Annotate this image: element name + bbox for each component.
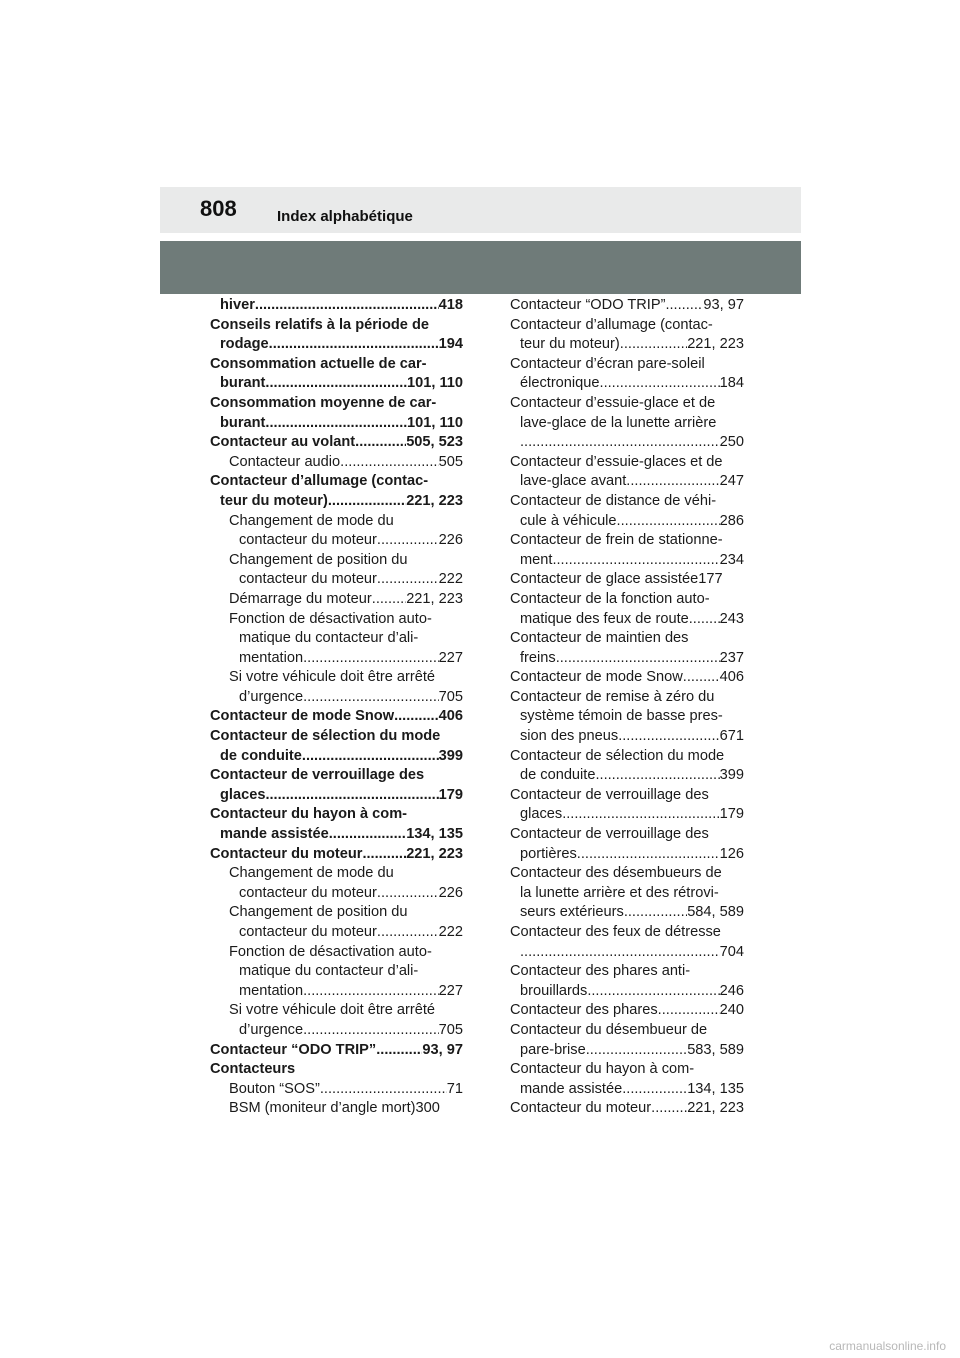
entry-page-ref: 247 — [719, 473, 744, 490]
dot-leader — [303, 649, 439, 669]
index-entry — [510, 707, 744, 727]
index-entry — [210, 512, 463, 532]
entry-text: Contacteur d’essuie-glace et de — [510, 394, 716, 411]
index-entry — [210, 1080, 463, 1100]
index-entry — [210, 374, 463, 394]
entry-page-ref: 226 — [438, 532, 463, 549]
entry-page-ref: 246 — [719, 982, 744, 999]
index-entry — [510, 1060, 744, 1080]
entry-page-ref: 234 — [719, 551, 744, 568]
entry-page-ref: 101, 110 — [406, 414, 463, 431]
index-entry — [510, 296, 744, 316]
page-header — [160, 187, 801, 233]
dot-leader — [626, 472, 719, 492]
index-entry — [510, 531, 744, 551]
index-entry — [510, 864, 744, 884]
dot-leader — [265, 786, 438, 806]
dot-leader — [376, 1041, 422, 1061]
entry-text: Changement de mode du — [229, 512, 394, 529]
dot-leader — [577, 845, 720, 865]
index-entry — [510, 923, 744, 943]
entry-text: de conduite — [520, 767, 596, 784]
index-entry — [210, 629, 463, 649]
dot-leader — [620, 335, 687, 355]
entry-text: contacteur du moteur — [239, 571, 377, 588]
index-entry — [210, 747, 463, 767]
entry-page-ref: 584, 589 — [687, 904, 744, 921]
index-column-right — [510, 296, 744, 1119]
index-entry — [210, 472, 463, 492]
entry-text: Changement de position du — [229, 551, 408, 568]
entry-page-ref: 406 — [719, 669, 744, 686]
entry-text: cule à véhicule — [520, 512, 617, 529]
entry-text: teur du moteur) — [220, 492, 328, 509]
entry-text: BSM (moniteur d’angle mort)300 — [229, 1100, 440, 1117]
dot-leader — [269, 335, 439, 355]
entry-text: teur du moteur) — [520, 336, 620, 353]
entry-text: Contacteur de remise à zéro du — [510, 688, 715, 705]
entry-page-ref: 705 — [438, 1021, 463, 1038]
entry-page-ref: 243 — [719, 610, 744, 627]
index-entry — [210, 668, 463, 688]
index-entry — [510, 786, 744, 806]
index-entry — [510, 825, 744, 845]
entry-text: matique du contacteur d’ali- — [239, 963, 419, 980]
index-entry — [210, 590, 463, 610]
entry-text: Contacteur de sélection du mode — [510, 747, 725, 764]
index-entry — [510, 512, 744, 532]
entry-text: Contacteur “ODO TRIP” — [210, 1041, 377, 1058]
entry-text: Contacteur de verrouillage des — [210, 767, 425, 784]
index-entry — [210, 884, 463, 904]
entry-text: de conduite — [220, 747, 302, 764]
entry-text: d’urgence — [239, 688, 304, 705]
entry-text: Contacteur au volant — [210, 434, 356, 451]
dot-leader — [586, 1041, 687, 1061]
index-entry — [510, 688, 744, 708]
entry-text: Contacteur d’essuie-glaces et de — [510, 453, 723, 470]
dot-leader — [265, 414, 407, 434]
entry-page-ref: 184 — [719, 375, 744, 392]
entry-page-ref: 227 — [438, 649, 463, 666]
dot-leader — [328, 492, 406, 512]
index-entry — [210, 335, 463, 355]
dot-leader — [552, 551, 719, 571]
index-entry — [510, 610, 744, 630]
dot-leader — [303, 982, 439, 1002]
index-entry — [210, 394, 463, 414]
entry-text: contacteur du moteur — [239, 884, 377, 901]
entry-text: matique du contacteur d’ali- — [239, 630, 419, 647]
entry-text: Contacteur de distance de véhi- — [510, 492, 717, 509]
entry-text: Contacteur audio — [229, 453, 341, 470]
entry-text: freins — [520, 649, 556, 666]
entry-text: seurs extérieurs — [520, 904, 624, 921]
dot-leader — [617, 512, 720, 532]
entry-text: mande assistée — [220, 826, 329, 843]
entry-page-ref: 93, 97 — [703, 297, 744, 313]
entry-text: Conseils relatifs à la période de — [210, 316, 429, 333]
dot-leader — [303, 1021, 439, 1041]
entry-text: Contacteur du moteur — [210, 845, 363, 862]
index-entry — [510, 962, 744, 982]
entry-page-ref: 399 — [719, 767, 744, 784]
index-entry — [510, 805, 744, 825]
entry-text: système témoin de basse pres- — [520, 708, 723, 725]
index-entry — [210, 786, 463, 806]
index-entry — [510, 374, 744, 394]
entry-text: mentation — [239, 649, 304, 666]
index-entry — [510, 551, 744, 571]
index-entry — [510, 1001, 744, 1021]
entry-page-ref: 704 — [719, 943, 744, 960]
dot-leader — [624, 903, 687, 923]
index-entry — [510, 649, 744, 669]
entry-text: Fonction de désactivation auto- — [229, 943, 432, 960]
entry-text: Fonction de désactivation auto- — [229, 610, 432, 627]
index-entry — [510, 492, 744, 512]
entry-page-ref: 671 — [719, 728, 744, 745]
entry-page-ref: 126 — [719, 845, 744, 862]
entry-page-ref: 179 — [719, 806, 744, 823]
entry-text: Contacteur de glace assistée177 — [510, 571, 723, 588]
index-entry — [510, 747, 744, 767]
index-entry — [510, 943, 744, 963]
dot-leader — [340, 453, 438, 473]
entry-text: d’urgence — [239, 1021, 304, 1038]
entry-text: Contacteur des feux de détresse — [510, 924, 721, 940]
entry-text: Changement de position du — [229, 904, 408, 921]
index-entry — [510, 727, 744, 747]
index-entry — [510, 433, 744, 453]
entry-text: Contacteur de sélection du mode — [210, 728, 441, 745]
entry-text: pare-brise — [520, 1041, 586, 1058]
index-entry — [510, 414, 744, 434]
dot-leader — [683, 668, 720, 688]
entry-text: Contacteur d’écran pare-soleil — [510, 355, 705, 372]
page-number: 808 — [200, 196, 237, 221]
index-entry — [510, 629, 744, 649]
watermark: carmanualsonline.info — [829, 1339, 946, 1353]
entry-text: Contacteur d’allumage (contac- — [510, 316, 713, 333]
entry-text: lave-glace de la lunette arrière — [520, 414, 717, 431]
index-entry — [510, 982, 744, 1002]
index-entry — [210, 825, 463, 845]
entry-text: Consommation moyenne de car- — [210, 394, 437, 411]
entry-text: Contacteur de frein de stationne- — [510, 532, 723, 549]
index-entry — [210, 316, 463, 336]
index-entry — [210, 864, 463, 884]
dot-leader — [302, 747, 439, 767]
entry-page-ref: 505 — [438, 453, 463, 470]
entry-page-ref: 286 — [719, 512, 744, 529]
entry-text: Contacteur du moteur — [510, 1100, 652, 1117]
dot-leader — [595, 766, 719, 786]
index-column-left — [210, 296, 463, 1119]
index-entry — [510, 1099, 744, 1119]
dot-leader — [303, 688, 439, 708]
index-entry — [210, 610, 463, 630]
index-entry — [210, 845, 463, 865]
entry-text: Contacteur du hayon à com- — [210, 806, 408, 823]
entry-page-ref: 221, 223 — [687, 336, 744, 353]
entry-text: Si votre véhicule doit être arrêté — [229, 1002, 436, 1019]
entry-text: sion des pneus — [520, 728, 619, 745]
index-entry — [210, 551, 463, 571]
index-entry — [510, 1080, 744, 1100]
entry-text: Contacteur des phares — [510, 1002, 658, 1019]
index-entry — [210, 962, 463, 982]
index-entry — [210, 982, 463, 1002]
entry-page-ref: 222 — [438, 571, 463, 588]
dot-leader — [665, 296, 703, 316]
entry-text: Contacteur d’allumage (contac- — [210, 473, 429, 490]
index-entry — [510, 472, 744, 492]
index-entry — [210, 943, 463, 963]
entry-text: Contacteur des phares anti- — [510, 963, 691, 980]
index-entry — [210, 414, 463, 434]
dot-leader — [320, 1080, 447, 1100]
dot-leader — [520, 433, 720, 453]
index-entry — [510, 394, 744, 414]
entry-text: hiver — [220, 297, 255, 313]
entry-text: Contacteur de la fonction auto- — [510, 590, 710, 607]
entry-text: contacteur du moteur — [239, 924, 377, 940]
index-entry — [210, 531, 463, 551]
index-entry — [210, 727, 463, 747]
entry-text: Contacteur des désembueurs de — [510, 865, 722, 882]
dot-leader — [329, 825, 406, 845]
dot-leader — [265, 374, 407, 394]
entry-page-ref: 399 — [438, 747, 463, 764]
dot-leader — [377, 923, 439, 943]
entry-page-ref: 221, 223 — [687, 1100, 744, 1117]
entry-page-ref: 101, 110 — [406, 375, 463, 392]
entry-text: Consommation actuelle de car- — [210, 355, 427, 372]
entry-page-ref: 194 — [438, 336, 463, 353]
entry-text: burant — [220, 375, 266, 392]
index-entry — [510, 355, 744, 375]
entry-text: Contacteur de mode Snow — [510, 669, 683, 686]
index-entry — [210, 1041, 463, 1061]
entry-page-ref: 406 — [438, 708, 463, 725]
entry-page-ref: 221, 223 — [406, 492, 463, 509]
entry-text: Contacteur de verrouillage des — [510, 786, 709, 803]
index-entry — [210, 492, 463, 512]
index-entry — [510, 335, 744, 355]
dot-leader — [394, 707, 439, 727]
entry-page-ref: 505, 523 — [406, 434, 463, 451]
entry-text: Contacteur du désembueur de — [510, 1021, 708, 1038]
index-entry — [210, 805, 463, 825]
entry-text: Démarrage du moteur — [229, 590, 372, 607]
entry-text: lave-glace avant — [520, 473, 627, 490]
entry-page-ref: 71 — [446, 1080, 463, 1097]
entry-page-ref: 227 — [438, 982, 463, 999]
dot-leader — [622, 1080, 687, 1100]
entry-text: rodage — [220, 336, 269, 353]
entry-text: électronique — [520, 375, 600, 392]
dot-leader — [520, 943, 720, 963]
entry-text: Contacteur de mode Snow — [210, 708, 395, 725]
index-entry — [210, 1021, 463, 1041]
entry-page-ref: 134, 135 — [687, 1080, 744, 1097]
index-entry — [510, 316, 744, 336]
entry-page-ref: 240 — [719, 1002, 744, 1019]
entry-text: Si votre véhicule doit être arrêté — [229, 669, 436, 686]
dot-leader — [377, 531, 439, 551]
dot-leader — [556, 649, 720, 669]
entry-page-ref: 93, 97 — [422, 1041, 463, 1058]
dot-leader — [377, 884, 439, 904]
entry-text: Contacteur “ODO TRIP” — [510, 297, 666, 313]
dot-leader — [355, 433, 406, 453]
index-entry — [210, 707, 463, 727]
entry-page-ref: 221, 223 — [406, 590, 463, 607]
dot-leader — [651, 1099, 687, 1119]
index-entry — [510, 453, 744, 473]
dot-leader — [562, 805, 719, 825]
dot-leader — [587, 982, 719, 1002]
index-entry — [210, 903, 463, 923]
index-entry — [510, 845, 744, 865]
index-entry — [210, 766, 463, 786]
header-band — [160, 241, 801, 294]
index-entry — [510, 1021, 744, 1041]
entry-text: glaces — [520, 806, 563, 823]
entry-text: matique des feux de route — [520, 610, 689, 627]
index-entry — [210, 1001, 463, 1021]
entry-page-ref: 237 — [719, 649, 744, 666]
index-entry — [210, 1060, 463, 1080]
entry-page-ref: 418 — [438, 297, 463, 313]
entry-text: la lunette arrière et des rétrovi- — [520, 884, 719, 901]
entry-text: mentation — [239, 982, 304, 999]
dot-leader — [689, 610, 720, 630]
entry-page-ref: 134, 135 — [406, 826, 463, 843]
entry-text: Bouton “SOS” — [229, 1080, 320, 1097]
entry-text: glaces — [220, 786, 266, 803]
entry-page-ref: 221, 223 — [406, 845, 463, 862]
dot-leader — [618, 727, 719, 747]
entry-page-ref: 179 — [438, 786, 463, 803]
entry-page-ref: 226 — [438, 884, 463, 901]
dot-leader — [600, 374, 720, 394]
dot-leader — [372, 590, 406, 610]
entry-text: mande assistée — [520, 1080, 623, 1097]
entry-text: burant — [220, 414, 266, 431]
entry-text: portières — [520, 845, 577, 862]
index-entry — [510, 570, 744, 590]
index-entry — [210, 649, 463, 669]
section-title: Index alphabétique — [277, 208, 413, 225]
entry-text: brouillards — [520, 982, 588, 999]
dot-leader — [377, 570, 439, 590]
entry-page-ref: 583, 589 — [687, 1041, 744, 1058]
index-entry — [510, 903, 744, 923]
index-entry — [210, 1099, 463, 1119]
index-entry — [210, 688, 463, 708]
index-entry — [510, 1041, 744, 1061]
entry-text: Contacteurs — [210, 1061, 296, 1078]
index-entry — [510, 766, 744, 786]
entry-text: contacteur du moteur — [239, 532, 377, 549]
index-entry — [210, 355, 463, 375]
dot-leader — [362, 845, 406, 865]
entry-page-ref: 222 — [438, 924, 463, 940]
entry-text: Contacteur de maintien des — [510, 630, 689, 647]
entry-page-ref: 705 — [438, 688, 463, 705]
index-entry — [210, 570, 463, 590]
dot-leader — [658, 1001, 720, 1021]
entry-text: Contacteur de verrouillage des — [510, 826, 709, 843]
index-entry — [210, 923, 463, 943]
index-entry — [210, 453, 463, 473]
entry-page-ref: 250 — [719, 434, 744, 451]
entry-text: Contacteur du hayon à com- — [510, 1061, 695, 1078]
entry-text: ment — [520, 551, 553, 568]
index-entry — [510, 884, 744, 904]
dot-leader — [255, 296, 439, 316]
index-entry — [510, 668, 744, 688]
index-entry — [210, 433, 463, 453]
index-entry — [210, 296, 463, 316]
index-entry — [510, 590, 744, 610]
entry-text: Changement de mode du — [229, 865, 394, 882]
